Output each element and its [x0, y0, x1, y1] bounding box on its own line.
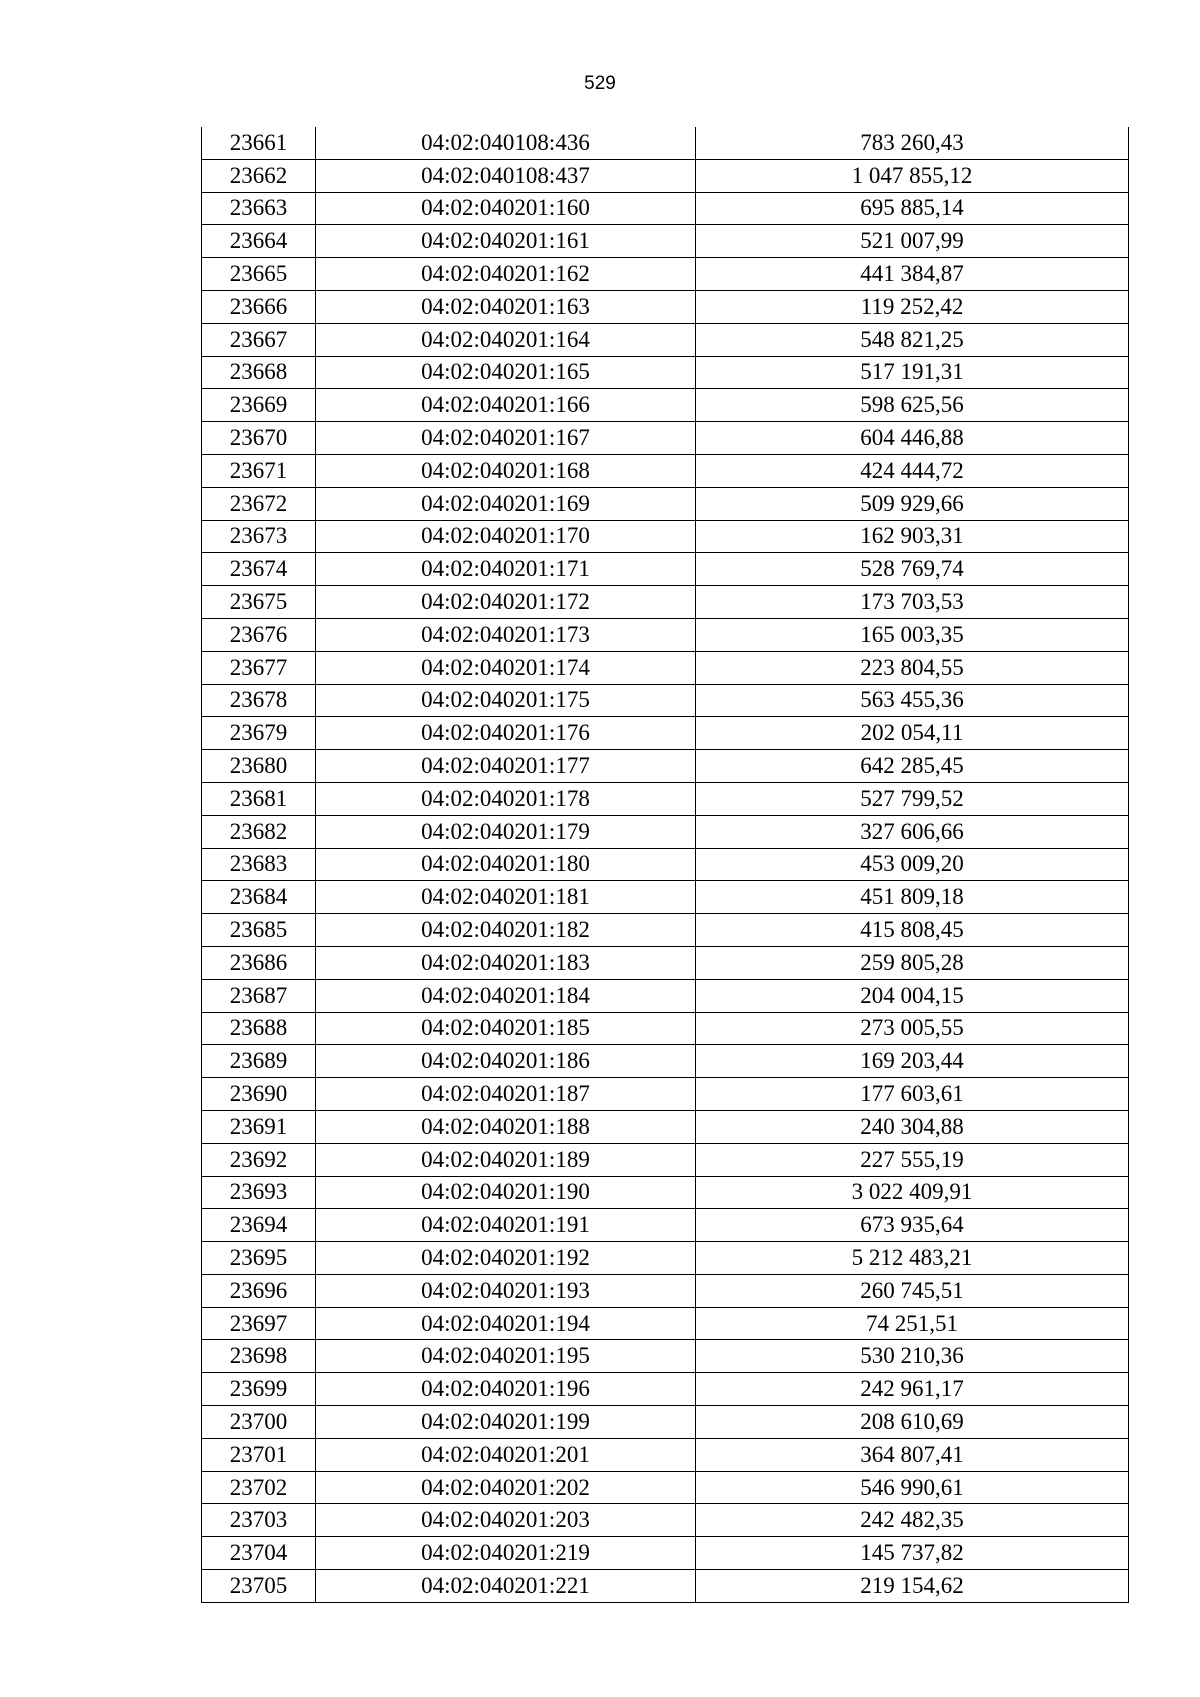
table-row — [202, 1209, 1129, 1242]
cadastral-value-cell: 453 009,20 — [696, 848, 1129, 881]
cadastral-value-cell: 273 005,55 — [696, 1012, 1129, 1045]
cadastral-number-cell: 04:02:040201:219 — [316, 1537, 696, 1570]
cadastral-value-cell: 145 737,82 — [696, 1537, 1129, 1570]
table-row — [202, 1438, 1129, 1471]
table-row — [202, 1471, 1129, 1504]
cadastral-value-table — [201, 127, 1129, 1603]
cadastral-value-cell: 240 304,88 — [696, 1110, 1129, 1143]
cadastral-value-cell: 165 003,35 — [696, 618, 1129, 651]
cadastral-value-cell: 548 821,25 — [696, 323, 1129, 356]
table-row — [202, 422, 1129, 455]
table-row — [202, 848, 1129, 881]
cadastral-number-cell: 04:02:040201:189 — [316, 1143, 696, 1176]
cadastral-number-cell: 04:02:040201:160 — [316, 192, 696, 225]
cadastral-number-cell: 04:02:040201:194 — [316, 1307, 696, 1340]
table-row — [202, 586, 1129, 619]
cadastral-number-cell: 04:02:040201:182 — [316, 914, 696, 947]
cadastral-value-cell: 517 191,31 — [696, 356, 1129, 389]
cadastral-number-cell: 04:02:040201:183 — [316, 946, 696, 979]
row-number-cell: 23679 — [202, 717, 316, 750]
cadastral-value-cell: 173 703,53 — [696, 586, 1129, 619]
table-row — [202, 520, 1129, 553]
cadastral-value-cell: 208 610,69 — [696, 1406, 1129, 1439]
cadastral-number-cell: 04:02:040201:175 — [316, 684, 696, 717]
cadastral-number-cell: 04:02:040201:191 — [316, 1209, 696, 1242]
table-body — [202, 127, 1129, 1602]
row-number-cell: 23697 — [202, 1307, 316, 1340]
table-row — [202, 1012, 1129, 1045]
cadastral-number-cell: 04:02:040201:174 — [316, 651, 696, 684]
cadastral-value-cell: 259 805,28 — [696, 946, 1129, 979]
cadastral-number-cell: 04:02:040201:173 — [316, 618, 696, 651]
table-row — [202, 1570, 1129, 1603]
row-number-cell: 23661 — [202, 127, 316, 159]
row-number-cell: 23699 — [202, 1373, 316, 1406]
cadastral-value-cell: 441 384,87 — [696, 258, 1129, 291]
cadastral-value-cell: 673 935,64 — [696, 1209, 1129, 1242]
cadastral-value-cell: 415 808,45 — [696, 914, 1129, 947]
row-number-cell: 23663 — [202, 192, 316, 225]
row-number-cell: 23665 — [202, 258, 316, 291]
row-number-cell: 23677 — [202, 651, 316, 684]
table-row — [202, 1274, 1129, 1307]
cadastral-number-cell: 04:02:040201:162 — [316, 258, 696, 291]
table-row — [202, 1373, 1129, 1406]
cadastral-number-cell: 04:02:040201:172 — [316, 586, 696, 619]
cadastral-value-cell: 563 455,36 — [696, 684, 1129, 717]
cadastral-value-cell: 5 212 483,21 — [696, 1242, 1129, 1275]
row-number-cell: 23662 — [202, 159, 316, 192]
row-number-cell: 23678 — [202, 684, 316, 717]
row-number-cell: 23672 — [202, 487, 316, 520]
row-number-cell: 23671 — [202, 454, 316, 487]
cadastral-value-cell: 204 004,15 — [696, 979, 1129, 1012]
cadastral-value-cell: 783 260,43 — [696, 127, 1129, 159]
cadastral-number-cell: 04:02:040201:178 — [316, 782, 696, 815]
row-number-cell: 23673 — [202, 520, 316, 553]
row-number-cell: 23675 — [202, 586, 316, 619]
cadastral-value-cell: 364 807,41 — [696, 1438, 1129, 1471]
row-number-cell: 23676 — [202, 618, 316, 651]
table-row — [202, 487, 1129, 520]
table-row — [202, 1078, 1129, 1111]
row-number-cell: 23696 — [202, 1274, 316, 1307]
table-row — [202, 159, 1129, 192]
row-number-cell: 23669 — [202, 389, 316, 422]
cadastral-number-cell: 04:02:040201:193 — [316, 1274, 696, 1307]
cadastral-value-cell: 546 990,61 — [696, 1471, 1129, 1504]
cadastral-value-cell: 3 022 409,91 — [696, 1176, 1129, 1209]
table-row — [202, 1504, 1129, 1537]
table-row — [202, 815, 1129, 848]
row-number-cell: 23690 — [202, 1078, 316, 1111]
row-number-cell: 23705 — [202, 1570, 316, 1603]
cadastral-value-cell: 424 444,72 — [696, 454, 1129, 487]
cadastral-number-cell: 04:02:040108:436 — [316, 127, 696, 159]
cadastral-number-cell: 04:02:040201:185 — [316, 1012, 696, 1045]
cadastral-value-cell: 451 809,18 — [696, 881, 1129, 914]
cadastral-value-cell: 223 804,55 — [696, 651, 1129, 684]
cadastral-number-cell: 04:02:040201:203 — [316, 1504, 696, 1537]
table-row — [202, 258, 1129, 291]
table-row — [202, 454, 1129, 487]
table-row — [202, 1110, 1129, 1143]
row-number-cell: 23688 — [202, 1012, 316, 1045]
table-row — [202, 979, 1129, 1012]
cadastral-number-cell: 04:02:040108:437 — [316, 159, 696, 192]
table-row — [202, 389, 1129, 422]
cadastral-number-cell: 04:02:040201:179 — [316, 815, 696, 848]
row-number-cell: 23700 — [202, 1406, 316, 1439]
page-number: 529 — [584, 73, 616, 94]
cadastral-value-cell: 202 054,11 — [696, 717, 1129, 750]
row-number-cell: 23693 — [202, 1176, 316, 1209]
row-number-cell: 23685 — [202, 914, 316, 947]
row-number-cell: 23695 — [202, 1242, 316, 1275]
table-row — [202, 651, 1129, 684]
table-row — [202, 881, 1129, 914]
cadastral-number-cell: 04:02:040201:188 — [316, 1110, 696, 1143]
cadastral-value-cell: 242 961,17 — [696, 1373, 1129, 1406]
cadastral-number-cell: 04:02:040201:181 — [316, 881, 696, 914]
cadastral-value-cell: 1 047 855,12 — [696, 159, 1129, 192]
cadastral-number-cell: 04:02:040201:167 — [316, 422, 696, 455]
cadastral-value-cell: 527 799,52 — [696, 782, 1129, 815]
table-row — [202, 1307, 1129, 1340]
cadastral-value-cell: 227 555,19 — [696, 1143, 1129, 1176]
table-row — [202, 1406, 1129, 1439]
cadastral-number-cell: 04:02:040201:201 — [316, 1438, 696, 1471]
table-row — [202, 618, 1129, 651]
table-row — [202, 782, 1129, 815]
row-number-cell: 23702 — [202, 1471, 316, 1504]
cadastral-number-cell: 04:02:040201:161 — [316, 225, 696, 258]
cadastral-number-cell: 04:02:040201:171 — [316, 553, 696, 586]
cadastral-number-cell: 04:02:040201:168 — [316, 454, 696, 487]
row-number-cell: 23704 — [202, 1537, 316, 1570]
cadastral-value-cell: 74 251,51 — [696, 1307, 1129, 1340]
table-row — [202, 1340, 1129, 1373]
table-row — [202, 1537, 1129, 1570]
row-number-cell: 23689 — [202, 1045, 316, 1078]
table-row — [202, 946, 1129, 979]
row-number-cell: 23684 — [202, 881, 316, 914]
cadastral-value-cell: 260 745,51 — [696, 1274, 1129, 1307]
table-row — [202, 914, 1129, 947]
row-number-cell: 23666 — [202, 290, 316, 323]
cadastral-value-cell: 521 007,99 — [696, 225, 1129, 258]
cadastral-value-cell: 162 903,31 — [696, 520, 1129, 553]
row-number-cell: 23703 — [202, 1504, 316, 1537]
row-number-cell: 23667 — [202, 323, 316, 356]
cadastral-value-cell: 169 203,44 — [696, 1045, 1129, 1078]
cadastral-number-cell: 04:02:040201:196 — [316, 1373, 696, 1406]
cadastral-number-cell: 04:02:040201:221 — [316, 1570, 696, 1603]
table-row — [202, 1143, 1129, 1176]
table-row — [202, 684, 1129, 717]
cadastral-number-cell: 04:02:040201:176 — [316, 717, 696, 750]
cadastral-number-cell: 04:02:040201:165 — [316, 356, 696, 389]
cadastral-value-cell: 528 769,74 — [696, 553, 1129, 586]
cadastral-value-cell: 327 606,66 — [696, 815, 1129, 848]
cadastral-value-cell: 509 929,66 — [696, 487, 1129, 520]
cadastral-value-cell: 530 210,36 — [696, 1340, 1129, 1373]
row-number-cell: 23692 — [202, 1143, 316, 1176]
cadastral-number-cell: 04:02:040201:199 — [316, 1406, 696, 1439]
table-row — [202, 356, 1129, 389]
table-row — [202, 192, 1129, 225]
table-row — [202, 750, 1129, 783]
table-row — [202, 225, 1129, 258]
cadastral-number-cell: 04:02:040201:180 — [316, 848, 696, 881]
cadastral-number-cell: 04:02:040201:169 — [316, 487, 696, 520]
cadastral-number-cell: 04:02:040201:166 — [316, 389, 696, 422]
table-row — [202, 127, 1129, 159]
cadastral-number-cell: 04:02:040201:164 — [316, 323, 696, 356]
cadastral-number-cell: 04:02:040201:202 — [316, 1471, 696, 1504]
row-number-cell: 23694 — [202, 1209, 316, 1242]
row-number-cell: 23674 — [202, 553, 316, 586]
table-row — [202, 553, 1129, 586]
cadastral-number-cell: 04:02:040201:163 — [316, 290, 696, 323]
table-row — [202, 1045, 1129, 1078]
row-number-cell: 23683 — [202, 848, 316, 881]
cadastral-number-cell: 04:02:040201:195 — [316, 1340, 696, 1373]
row-number-cell: 23681 — [202, 782, 316, 815]
cadastral-value-cell: 219 154,62 — [696, 1570, 1129, 1603]
row-number-cell: 23691 — [202, 1110, 316, 1143]
cadastral-value-cell: 177 603,61 — [696, 1078, 1129, 1111]
cadastral-number-cell: 04:02:040201:187 — [316, 1078, 696, 1111]
row-number-cell: 23668 — [202, 356, 316, 389]
cadastral-number-cell: 04:02:040201:177 — [316, 750, 696, 783]
cadastral-value-cell: 598 625,56 — [696, 389, 1129, 422]
table-row — [202, 323, 1129, 356]
cadastral-number-cell: 04:02:040201:184 — [316, 979, 696, 1012]
cadastral-value-cell: 695 885,14 — [696, 192, 1129, 225]
row-number-cell: 23701 — [202, 1438, 316, 1471]
cadastral-value-cell: 119 252,42 — [696, 290, 1129, 323]
table-row — [202, 717, 1129, 750]
cadastral-value-cell: 642 285,45 — [696, 750, 1129, 783]
cadastral-number-cell: 04:02:040201:192 — [316, 1242, 696, 1275]
table-row — [202, 1242, 1129, 1275]
cadastral-value-cell: 242 482,35 — [696, 1504, 1129, 1537]
row-number-cell: 23664 — [202, 225, 316, 258]
table-row — [202, 290, 1129, 323]
table-row — [202, 1176, 1129, 1209]
row-number-cell: 23698 — [202, 1340, 316, 1373]
row-number-cell: 23680 — [202, 750, 316, 783]
row-number-cell: 23682 — [202, 815, 316, 848]
cadastral-number-cell: 04:02:040201:190 — [316, 1176, 696, 1209]
row-number-cell: 23687 — [202, 979, 316, 1012]
cadastral-number-cell: 04:02:040201:186 — [316, 1045, 696, 1078]
cadastral-value-cell: 604 446,88 — [696, 422, 1129, 455]
row-number-cell: 23670 — [202, 422, 316, 455]
row-number-cell: 23686 — [202, 946, 316, 979]
cadastral-number-cell: 04:02:040201:170 — [316, 520, 696, 553]
